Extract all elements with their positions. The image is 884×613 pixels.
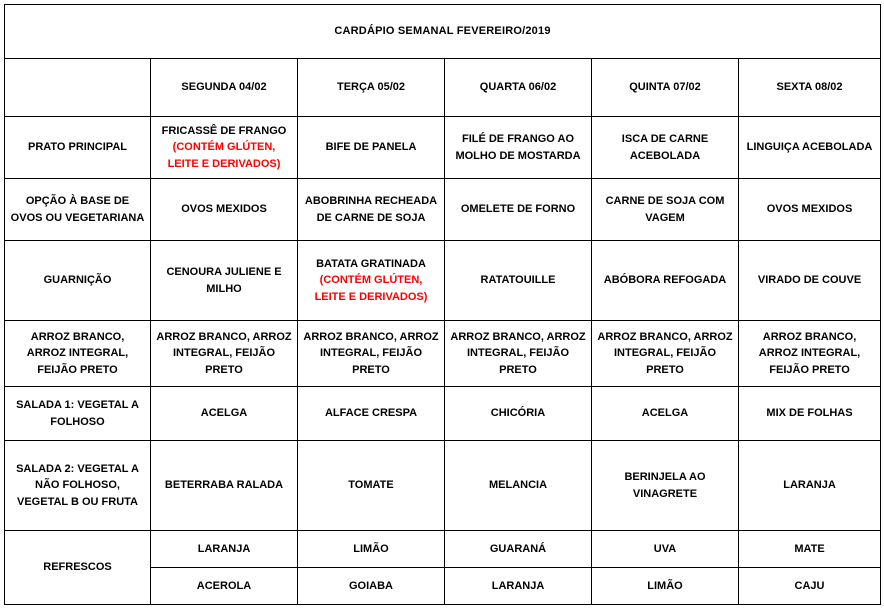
menu-cell: GOIABA bbox=[298, 568, 445, 605]
menu-cell-text: BIFE DE PANELA bbox=[325, 141, 417, 154]
menu-cell: UVA bbox=[592, 531, 739, 568]
menu-cell: CAJU bbox=[739, 568, 881, 605]
row-label-arroz-feijao: ARROZ BRANCO, ARROZ INTEGRAL, FEIJÃO PRETO bbox=[5, 321, 151, 387]
row-salada-1 bbox=[5, 387, 881, 441]
menu-cell-text: FRICASSÊ DE FRANGO bbox=[161, 124, 287, 137]
menu-cell: LIMÃO bbox=[592, 568, 739, 605]
menu-cell bbox=[151, 117, 298, 179]
menu-cell bbox=[298, 321, 445, 387]
menu-cell-text: VIRADO DE COUVE bbox=[757, 274, 862, 287]
menu-cell bbox=[151, 441, 298, 531]
menu-cell-text: TOMATE bbox=[348, 479, 394, 492]
menu-cell bbox=[298, 179, 445, 241]
menu-cell bbox=[445, 387, 592, 441]
weekly-menu-table bbox=[4, 4, 881, 605]
row-label-guarnicao: GUARNIÇÃO bbox=[5, 241, 151, 321]
menu-cell: MATE bbox=[739, 531, 881, 568]
menu-cell bbox=[298, 117, 445, 179]
menu-cell-text: CARNE DE SOJA COM VAGEM bbox=[605, 195, 725, 224]
menu-cell-text: ACELGA bbox=[200, 407, 248, 420]
menu-cell bbox=[592, 387, 739, 441]
menu-cell-text: BERINJELA AO VINAGRETE bbox=[624, 471, 706, 500]
menu-cell-text: ALFACE CRESPA bbox=[324, 407, 418, 420]
menu-cell-text: ISCA DE CARNE ACEBOLADA bbox=[621, 133, 709, 162]
allergy-alert-text: (CONTÉM GLÚTEN, LEITE E DERIVADOS) bbox=[314, 274, 428, 303]
day-header-segunda: SEGUNDA 04/02 bbox=[151, 59, 298, 117]
menu-cell-text: ARROZ BRANCO, ARROZ INTEGRAL, FEIJÃO PRETO bbox=[758, 330, 861, 376]
row-arroz-feijao bbox=[5, 321, 881, 387]
menu-cell bbox=[445, 179, 592, 241]
day-header-row bbox=[5, 59, 881, 117]
menu-cell bbox=[151, 179, 298, 241]
menu-cell-text: BATATA GRATINADA bbox=[316, 257, 426, 270]
menu-cell bbox=[739, 441, 881, 531]
menu-cell bbox=[739, 241, 881, 321]
row-label-opcao-vegetariana: OPÇÃO À BASE DE OVOS OU VEGETARIANA bbox=[5, 179, 151, 241]
allergy-alert-text: (CONTÉM GLÚTEN, LEITE E DERIVADOS) bbox=[167, 141, 281, 170]
corner-empty-cell bbox=[5, 59, 151, 117]
day-header-quarta: QUARTA 06/02 bbox=[445, 59, 592, 117]
menu-cell bbox=[298, 241, 445, 321]
menu-cell-text: OMELETE DE FORNO bbox=[460, 203, 576, 216]
menu-cell: ACEROLA bbox=[151, 568, 298, 605]
row-label-salada-1: SALADA 1: VEGETAL A FOLHOSO bbox=[5, 387, 151, 441]
menu-cell bbox=[592, 179, 739, 241]
menu-cell-text: ARROZ BRANCO, ARROZ INTEGRAL, FEIJÃO PRETO bbox=[156, 330, 292, 376]
menu-cell: LARANJA bbox=[151, 531, 298, 568]
menu-cell bbox=[445, 321, 592, 387]
menu-cell-text: BETERRABA RALADA bbox=[164, 479, 284, 492]
row-guarnicao bbox=[5, 241, 881, 321]
row-opcao-vegetariana bbox=[5, 179, 881, 241]
menu-cell-text: LARANJA bbox=[783, 479, 836, 492]
day-header-terca: TERÇA 05/02 bbox=[298, 59, 445, 117]
menu-cell-text: CENOURA JULIENE E MILHO bbox=[166, 266, 282, 295]
menu-cell bbox=[592, 321, 739, 387]
day-header-sexta: SEXTA 08/02 bbox=[739, 59, 881, 117]
menu-cell-text: MIX DE FOLHAS bbox=[766, 407, 853, 420]
menu-cell-text: ABÓBORA REFOGADA bbox=[603, 274, 727, 287]
menu-cell-text: ARROZ BRANCO, ARROZ INTEGRAL, FEIJÃO PRETO bbox=[450, 330, 586, 376]
menu-cell-text: LINGUIÇA ACEBOLADA bbox=[746, 141, 873, 154]
title-row bbox=[5, 5, 881, 59]
day-header-quinta: QUINTA 07/02 bbox=[592, 59, 739, 117]
menu-cell bbox=[592, 441, 739, 531]
menu-cell-text: OVOS MEXIDOS bbox=[181, 203, 267, 216]
menu-cell bbox=[445, 241, 592, 321]
menu-cell-text: ARROZ BRANCO, ARROZ INTEGRAL, FEIJÃO PRETO bbox=[597, 330, 733, 376]
menu-cell bbox=[445, 117, 592, 179]
menu-cell bbox=[739, 387, 881, 441]
menu-cell-text: ABOBRINHA RECHEADA DE CARNE DE SOJA bbox=[304, 195, 438, 224]
menu-cell-text: CHICÓRIA bbox=[490, 407, 546, 420]
menu-cell-text: FILÉ DE FRANGO AO MOLHO DE MOSTARDA bbox=[455, 133, 581, 162]
menu-cell: LIMÃO bbox=[298, 531, 445, 568]
menu-cell-text: OVOS MEXIDOS bbox=[766, 203, 853, 216]
row-label-salada-2: SALADA 2: VEGETAL A NÃO FOLHOSO, VEGETAL B OU FRUTA bbox=[5, 441, 151, 531]
menu-cell-text: ACELGA bbox=[641, 407, 689, 420]
menu-cell: LARANJA bbox=[445, 568, 592, 605]
row-prato-principal bbox=[5, 117, 881, 179]
menu-cell bbox=[739, 117, 881, 179]
row-salada-2 bbox=[5, 441, 881, 531]
row-label-refrescos: REFRESCOS bbox=[5, 531, 151, 605]
menu-cell bbox=[739, 321, 881, 387]
menu-cell bbox=[298, 387, 445, 441]
menu-cell-text: ARROZ BRANCO, ARROZ INTEGRAL, FEIJÃO PRETO bbox=[303, 330, 439, 376]
menu-cell bbox=[592, 241, 739, 321]
menu-cell-text: RATATOUILLE bbox=[480, 274, 556, 287]
menu-cell bbox=[151, 241, 298, 321]
menu-cell bbox=[151, 387, 298, 441]
row-refrescos-1 bbox=[5, 531, 881, 568]
menu-cell bbox=[298, 441, 445, 531]
menu-cell bbox=[739, 179, 881, 241]
menu-cell bbox=[151, 321, 298, 387]
menu-cell bbox=[592, 117, 739, 179]
row-label-prato-principal: PRATO PRINCIPAL bbox=[5, 117, 151, 179]
menu-cell bbox=[445, 441, 592, 531]
menu-cell-text: MELANCIA bbox=[488, 479, 548, 492]
page-title: CARDÁPIO SEMANAL FEVEREIRO/2019 bbox=[5, 5, 881, 59]
menu-cell: GUARANÁ bbox=[445, 531, 592, 568]
